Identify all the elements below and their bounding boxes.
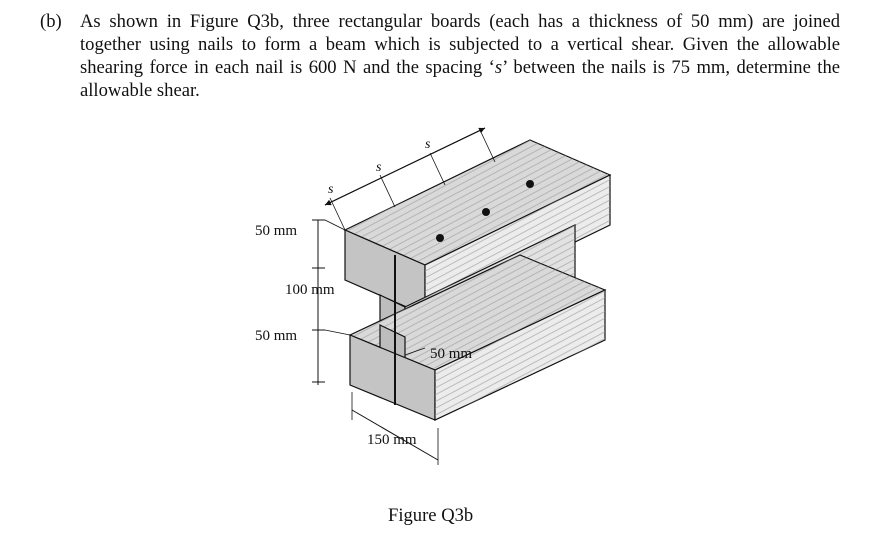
dim-web: 100 mm	[285, 282, 335, 298]
beam-figure	[230, 120, 650, 470]
dim-web-thickness: 50 mm	[430, 346, 473, 362]
spacing-label: s	[328, 182, 334, 197]
question-text	[80, 10, 840, 102]
spacing-variable: s	[494, 57, 503, 78]
nail-head	[436, 234, 444, 242]
dim-bottom-flange: 50 mm	[255, 328, 298, 344]
question-label: (b)	[40, 11, 62, 32]
spacing-label: s	[376, 160, 382, 175]
spacing-label: s	[425, 137, 431, 152]
nail-head	[482, 208, 490, 216]
figure-caption: Figure Q3b	[388, 505, 474, 526]
dim-width: 150 mm	[367, 432, 417, 448]
question-text-part2: ’ between the nails is 75 mm, determine the allowable shear.	[80, 57, 840, 101]
dim-top-flange: 50 mm	[255, 223, 298, 239]
nail-head	[526, 180, 534, 188]
question-text-part1: As shown in Figure Q3b, three rectangular boards (each has a thickness of 50 mm) are joined together using nails to form a beam which is subjected to a vertical shear. Given the allowable shearing force in each nail is 600 N and the spacing ‘	[80, 11, 840, 78]
